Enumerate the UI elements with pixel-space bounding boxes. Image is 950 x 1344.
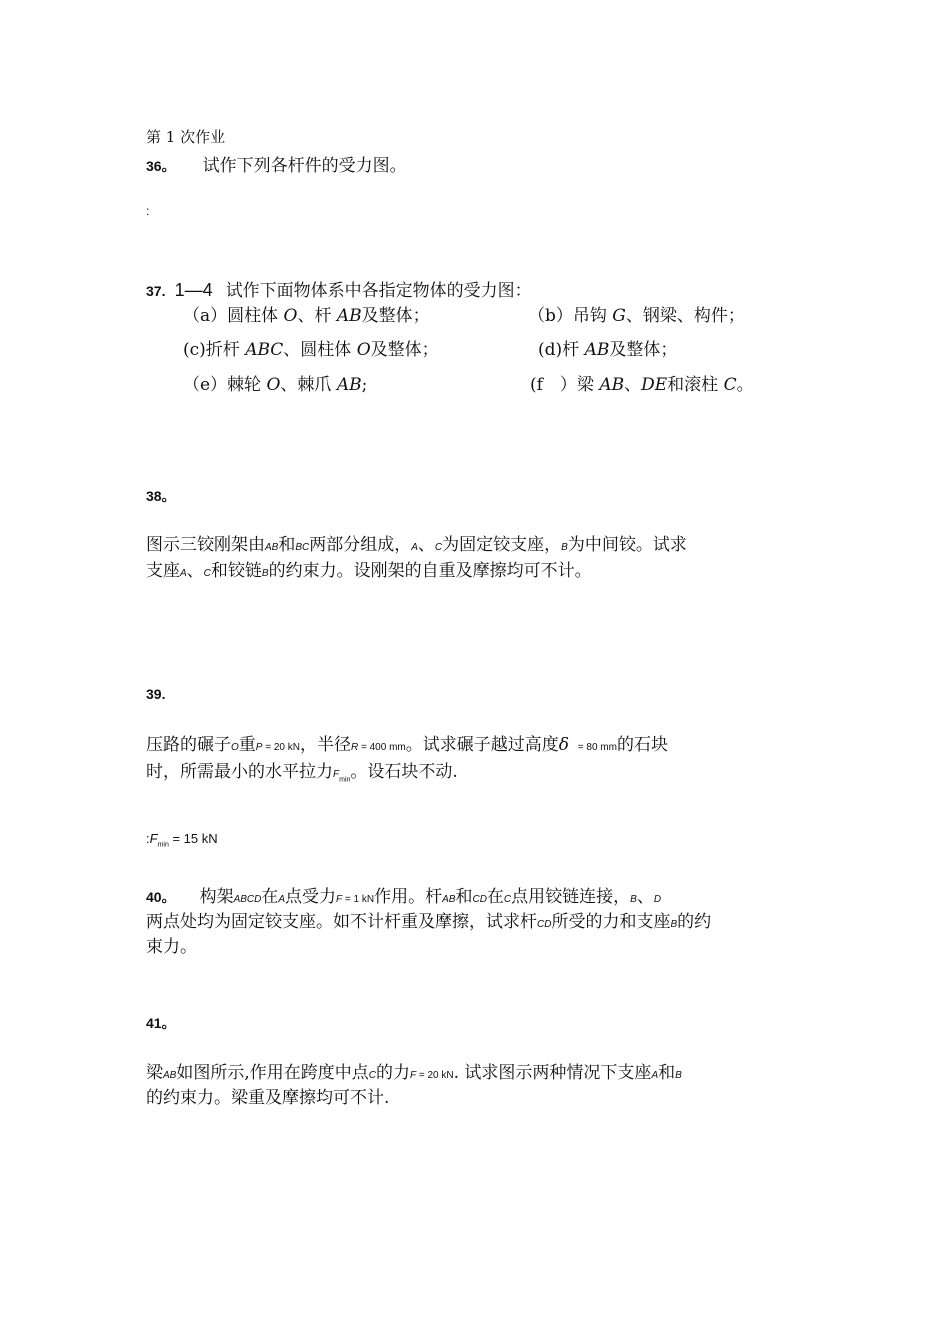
text: 、: [186, 561, 204, 581]
variable: AB: [336, 306, 362, 326]
variable: F: [333, 769, 340, 780]
item-text: 和滚柱: [667, 375, 724, 395]
quantity: = 80 mm: [575, 742, 617, 753]
variable: D: [653, 894, 662, 905]
text: . 试求图示两种情况下支座: [453, 1063, 652, 1083]
variable: CD: [537, 919, 552, 930]
variable: BC: [295, 542, 310, 553]
page-header: 第 1 次作业: [146, 128, 226, 146]
question-40-line-2: [146, 907, 711, 932]
variable: AB: [163, 1070, 177, 1081]
question-37: [146, 276, 532, 301]
variable: P: [255, 742, 263, 753]
question-39-number: 39.: [146, 686, 166, 702]
variable: DE: [641, 375, 668, 395]
variable: B: [675, 1070, 682, 1081]
subscript: min: [339, 776, 351, 784]
text: 的石块: [616, 735, 668, 755]
variable: O: [283, 306, 298, 326]
variable: F: [149, 831, 158, 846]
placeholder-mark: :: [146, 204, 150, 218]
variable: A: [180, 568, 187, 579]
item-e: [183, 370, 367, 395]
text: 为固定铰支座，: [442, 535, 562, 555]
item-text: 、棘爪: [280, 375, 337, 395]
item-text: 及整体；: [361, 306, 430, 326]
variable: R: [350, 742, 359, 753]
variable: C: [503, 894, 512, 905]
variable: AB: [584, 340, 610, 360]
question-subnumber: 1—4: [174, 280, 213, 300]
variable: C: [723, 375, 737, 395]
variable: O: [266, 375, 281, 395]
text: 在: [261, 887, 279, 907]
variable: B: [261, 568, 269, 579]
variable: C: [368, 1070, 376, 1081]
variable: C: [203, 568, 211, 579]
answer-value: = 15 kN: [168, 831, 218, 846]
question-39-line-1: [146, 730, 668, 755]
variable: F: [409, 1070, 417, 1081]
question-38-line-1: [146, 530, 687, 555]
subscript: min: [157, 841, 169, 849]
variable: AB: [265, 542, 279, 553]
variable: G: [612, 306, 626, 326]
variable: O: [356, 340, 371, 360]
question-text: 试作下面物体系中各指定物体的受力图：: [225, 281, 532, 301]
text: 和: [278, 535, 296, 555]
question-41-line-2: 的约束力。梁重及摩擦均可不计.: [146, 1088, 390, 1108]
question-36: [146, 151, 407, 176]
text: 两部分组成，: [309, 535, 412, 555]
question-38-number: 38。: [146, 488, 176, 504]
variable: ABC: [245, 340, 284, 360]
question-38-line-2: [146, 556, 592, 581]
quantity: = 20 kN: [416, 1070, 454, 1081]
variable: A: [651, 1070, 659, 1081]
quantity: = 400 mm: [358, 742, 406, 753]
text: :: [146, 831, 150, 846]
text: 。设石块不动.: [350, 762, 458, 782]
item-d: [538, 335, 677, 360]
question-number: 37.: [146, 283, 166, 299]
variable: A: [278, 894, 286, 905]
item-text: 及整体；: [609, 340, 678, 360]
text: 和铰链: [210, 561, 262, 581]
variable: AB: [442, 894, 456, 905]
text: 梁: [146, 1063, 163, 1083]
item-c: [183, 335, 439, 360]
text: 如图所示,作用在跨度中点: [176, 1063, 369, 1083]
question-39-line-2: [146, 757, 458, 783]
question-41-line-1: [146, 1058, 682, 1083]
text: 所受的力和支座: [551, 912, 671, 932]
item-text: 及整体；: [370, 340, 439, 360]
text: 图示三铰刚架由: [146, 535, 265, 555]
variable: C: [434, 542, 443, 553]
text: 和: [455, 887, 473, 907]
item-text: ;: [361, 375, 368, 395]
text: 和: [658, 1063, 676, 1083]
text: 为中间铰。试求: [567, 535, 687, 555]
text: ，半径: [299, 735, 351, 755]
text: 、: [636, 887, 654, 907]
variable: B: [561, 542, 568, 553]
question-text: 试作下列各杆件的受力图。: [202, 156, 407, 176]
text: 的约束力。设刚架的自重及摩擦均可不计。: [268, 561, 592, 581]
text: 的力: [375, 1063, 410, 1083]
text: 点受力: [285, 887, 337, 907]
question-number: 36。: [146, 158, 176, 174]
variable: CD: [472, 894, 487, 905]
item-text: （a）圆柱体: [183, 306, 284, 326]
text: 构架: [199, 887, 234, 907]
text: 在: [486, 887, 504, 907]
item-a: [183, 301, 430, 326]
text: 重: [238, 735, 256, 755]
text: 压路的碾子: [146, 735, 231, 755]
variable: AB: [599, 375, 625, 395]
text: 时，所需最小的水平拉力: [146, 762, 333, 782]
text: 作用。杆: [374, 887, 443, 907]
item-text: (c)折杆: [183, 340, 246, 360]
question-41-number: 41。: [146, 1015, 176, 1031]
variable: O: [231, 742, 239, 753]
text: 两点处均为固定铰支座。如不计杆重及摩擦，试求杆: [146, 912, 537, 932]
question-number: 40。: [146, 889, 176, 905]
item-f: [530, 370, 754, 395]
question-40-line-3: 束力。: [146, 937, 197, 957]
variable: AB: [336, 375, 362, 395]
variable: ABCD: [233, 894, 262, 905]
item-text: 。: [736, 375, 754, 395]
item-text: 、: [624, 375, 642, 395]
item-text: (d)杆: [538, 340, 585, 360]
item-text: 、圆柱体: [283, 340, 357, 360]
variable: F: [336, 894, 343, 905]
question-39-answer: [146, 831, 218, 849]
item-b: [528, 301, 745, 326]
variable: A: [411, 542, 418, 553]
item-text: 、钢梁、构件；: [625, 306, 745, 326]
item-text: (f ）梁: [530, 375, 600, 395]
variable: δ: [558, 735, 569, 755]
quantity: = 1 kN: [342, 894, 375, 905]
variable: B: [670, 919, 678, 930]
question-40-line-1: [146, 882, 661, 907]
text: 支座: [146, 561, 180, 581]
text: 、: [417, 535, 435, 555]
text: 。试求碾子越过高度: [405, 735, 559, 755]
text: 点用铰链连接，: [511, 887, 631, 907]
variable: B: [630, 894, 637, 905]
item-text: （b）吊钩: [528, 306, 613, 326]
text: 的约: [677, 912, 712, 932]
item-text: 、杆: [297, 306, 337, 326]
quantity: = 20 kN: [262, 742, 300, 753]
item-text: （e）棘轮: [183, 375, 267, 395]
